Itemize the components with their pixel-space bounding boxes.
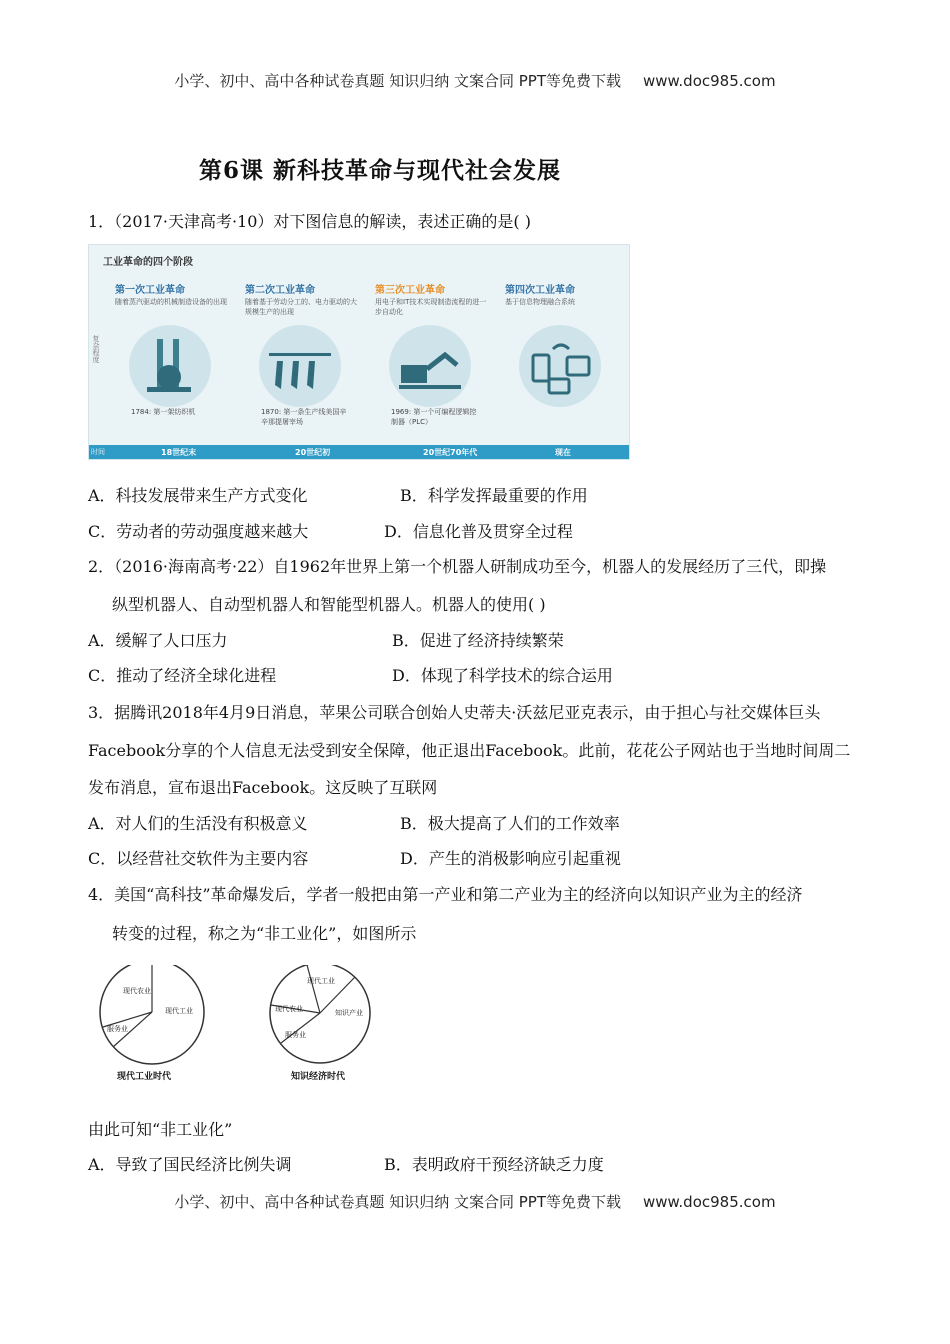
q3-option-b: B．极大提高了人们的工作效率 [400,814,620,833]
q1-option-d: D．信息化普及贯穿全过程 [384,522,573,541]
panel-desc: 基于信息物理融合系统 [505,298,575,306]
panel-title: 第四次工业革命 [505,285,575,296]
q3-stem-line1: 3．据腾讯2018年4月9日消息，苹果公司联合创始人史蒂夫·沃兹尼亚克表示，由于担心与社交媒体巨头 [88,703,821,722]
panel-title: 第三次工业革命 [375,285,445,296]
q3-option-a: A．对人们的生活没有积极意义 [88,814,308,833]
pie2-label: 现代农业 [275,1005,303,1013]
pie1-label: 现代农业 [123,987,151,995]
era-label: 20世纪初 [295,448,331,457]
panel-title: 第一次工业革命 [115,285,185,296]
q2-option-c: C．推动了经济全球化进程 [88,666,277,685]
q2-option-a: A．缓解了人口压力 [88,631,228,650]
q3-option-c: C．以经营社交软件为主要内容 [88,849,309,868]
pie2-label: 服务业 [285,1031,306,1039]
robot-arm-illustration [389,325,471,407]
panel-desc: 随着基于劳动分工的、电力驱动的大规模生产的出现 [245,298,357,316]
footer-site-link[interactable]: www.doc985.com [642,1193,776,1211]
panel-2 [241,275,361,445]
pie1-caption: 现代工业时代 [117,1072,172,1082]
q2-option-d: D．体现了科学技术的综合运用 [392,666,613,685]
timeline-axis-label: 时间 [91,448,105,456]
pie-charts-svg [95,965,385,1065]
era-label: 现在 [555,448,571,457]
assembly-line-illustration [259,325,341,407]
footer-text: 小学、初中、高中各种试卷真题 知识归纳 文案合同 PPT等免费下载 [174,1193,621,1211]
figure-side-label: 复杂程度 [92,335,100,363]
panel-desc: 随着蒸汽驱动的机械制造设备的出现 [115,298,227,306]
panel-desc: 用电子和IT技术实现制造流程的进一步自动化 [375,298,487,316]
panel-4 [501,275,621,445]
pie2-label: 现代工业 [307,977,335,985]
panel-1 [111,275,231,445]
q1-option-c: C．劳动者的劳动强度越来越大 [88,522,309,541]
q3-stem-line3: 发布消息，宣布退出Facebook。这反映了互联网 [88,778,438,797]
q3-option-d: D．产生的消极影响应引起重视 [400,849,621,868]
header-site-link[interactable]: www.doc985.com [642,72,776,90]
q2-option-b: B．促进了经济持续繁荣 [392,631,564,650]
panel-caption: 1969: 第一个可编程逻辑控制器（PLC） [391,408,477,426]
q4-stem-line2: 转变的过程，称之为“非工业化”，如图所示 [112,924,417,943]
page-title: 第6课 新科技革命与现代社会发展 [198,157,561,184]
pie2-label: 知识产业 [335,1009,363,1017]
pie-charts-figure [95,965,385,1090]
pie2-caption: 知识经济时代 [291,1072,346,1082]
header-text: 小学、初中、高中各种试卷真题 知识归纳 文案合同 PPT等免费下载 [174,72,621,90]
q4-option-b: B．表明政府干预经济缺乏力度 [384,1155,604,1174]
q1-stem: 1．（2017·天津高考·10）对下图信息的解读，表述正确的是( ) [88,212,532,231]
pie-knowledge-era [270,965,370,1063]
figure-heading: 工业革命的四个阶段 [103,257,193,268]
q2-stem-line2: 纵型机器人、自动型机器人和智能型机器人。机器人的使用( ) [112,595,546,614]
pie-industrial-era [100,965,204,1064]
pie1-label: 服务业 [107,1025,128,1033]
panel-3 [371,275,491,445]
panel-caption: 1784: 第一架纺织机 [131,408,196,416]
q2-stem-line1: 2．（2016·海南高考·22）自1962年世界上第一个机器人研制成功至今，机器人的发展经历了三代，即操 [88,557,827,576]
industrial-revolution-figure [88,244,630,460]
page-footer [0,1191,950,1212]
q4-option-a: A．导致了国民经济比例失调 [88,1155,292,1174]
q4-stem-line1: 4．美国“高科技”革命爆发后，学者一般把由第一产业和第二产业为主的经济向以知识产业为主的经济 [88,885,803,904]
pie1-label: 现代工业 [165,1007,193,1015]
devices-illustration [519,325,601,407]
panel-title: 第二次工业革命 [245,285,315,296]
q1-option-b: B．科学发挥最重要的作用 [400,486,588,505]
page-header [0,70,950,91]
panel-caption: 1870: 第一条生产线美国辛辛那提屠宰场 [261,408,347,426]
q4-lead: 由此可知“非工业化” [88,1120,233,1139]
q3-stem-line2: Facebook分享的个人信息无法受到安全保障，他正退出Facebook。此前，花花公子网站也于当地时间周二 [88,741,851,760]
loom-illustration [129,325,211,407]
timeline-bar [89,445,629,459]
era-label: 20世纪70年代 [423,448,478,457]
q1-option-a: A．科技发展带来生产方式变化 [88,486,308,505]
era-label: 18世纪末 [161,448,197,457]
